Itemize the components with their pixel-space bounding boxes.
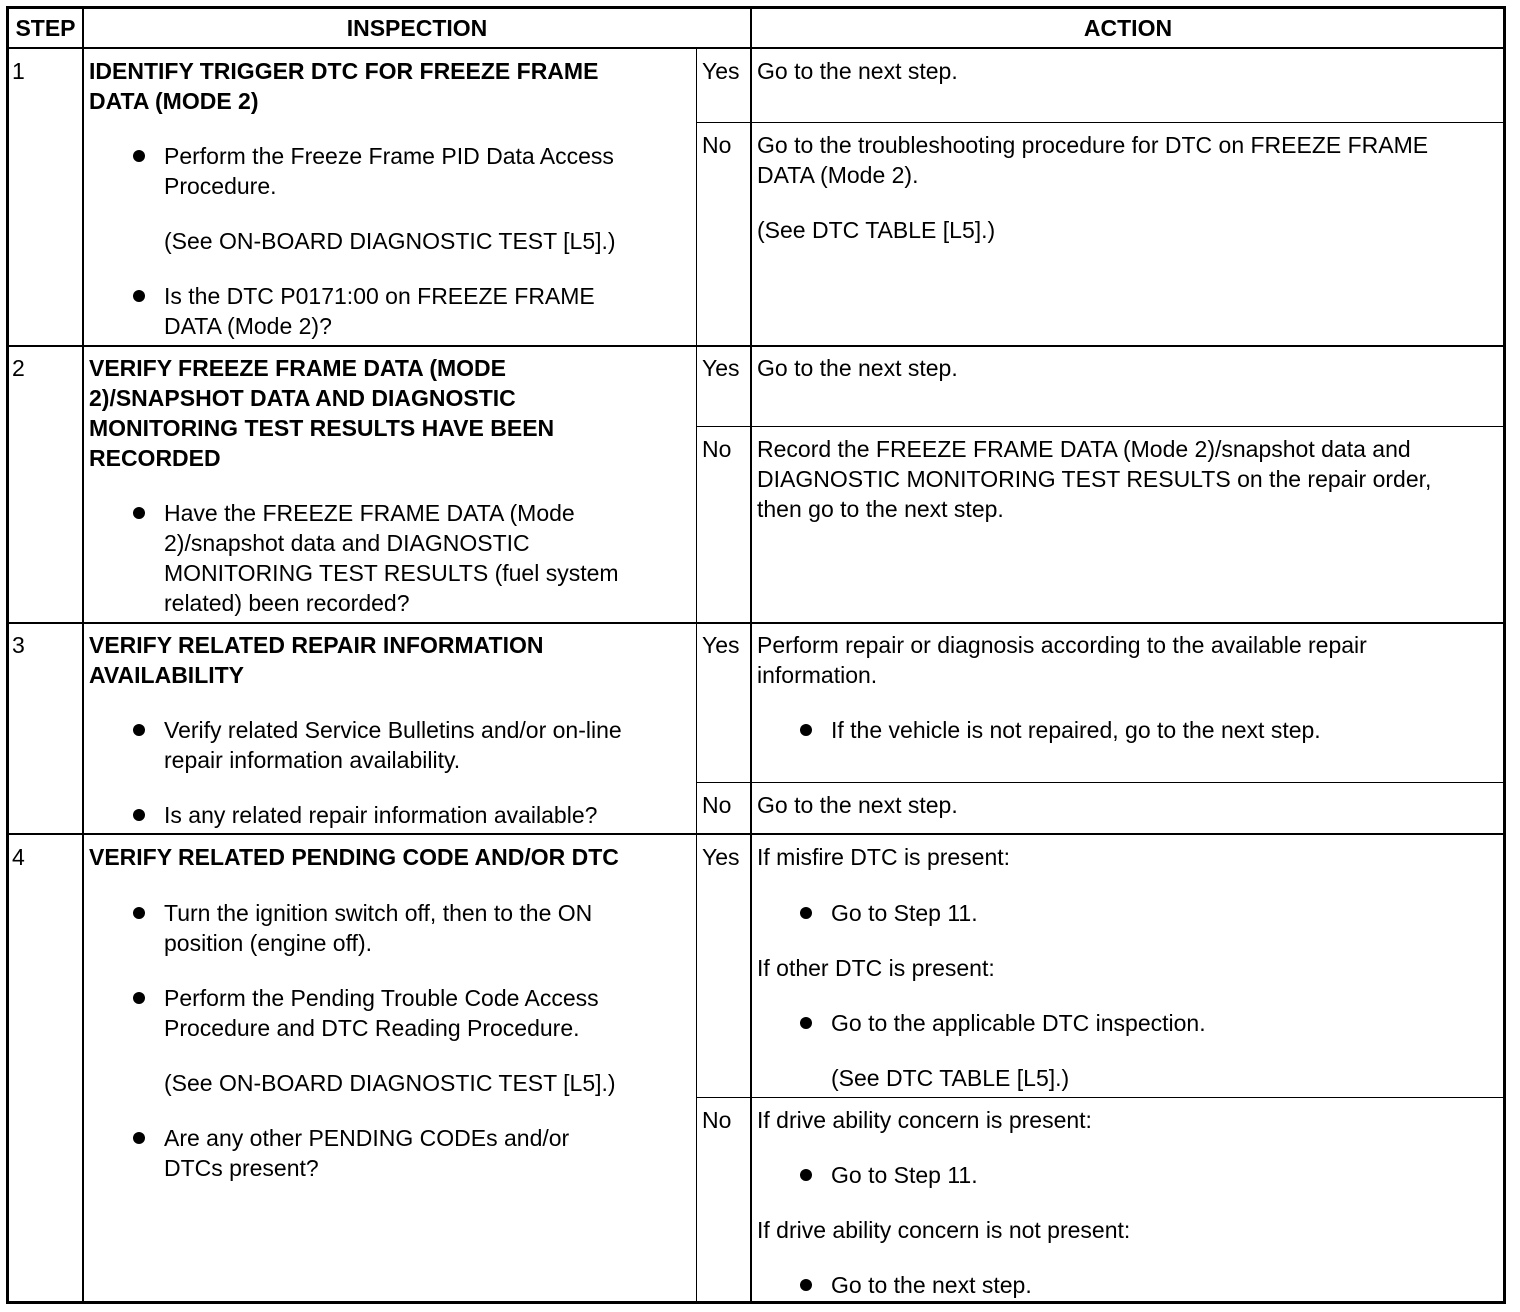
header-divider (8, 47, 1504, 49)
inspection-bullet: Is any related repair information available? (164, 802, 598, 828)
yes-label: Yes (702, 844, 740, 870)
inspection-bullet: Procedure. (164, 173, 277, 199)
bullet-icon (133, 809, 145, 821)
row-divider-3 (8, 833, 1504, 835)
no-action: If drive ability concern is present: (757, 1107, 1092, 1133)
bullet-icon (800, 907, 812, 919)
bullet-icon (133, 150, 145, 162)
no-action: If drive ability concern is not present: (757, 1217, 1131, 1243)
inspection-title: AVAILABILITY (89, 662, 245, 688)
yes-action: If misfire DTC is present: (757, 844, 1011, 870)
bullet-icon (133, 507, 145, 519)
inspection-title: MONITORING TEST RESULTS HAVE BEEN (89, 415, 555, 441)
reference-note: (See DTC TABLE [L5].) (757, 217, 996, 243)
inspection-bullet: 2)/snapshot data and DIAGNOSTIC (164, 530, 530, 556)
bullet-icon (133, 1132, 145, 1144)
no-action: Go to the next step. (757, 792, 958, 818)
inspection-bullet: Perform the Freeze Frame PID Data Access (164, 143, 614, 169)
yes-action: If other DTC is present: (757, 955, 995, 981)
inspection-title: RECORDED (89, 445, 221, 471)
inspection-bullet: Perform the Pending Trouble Code Access (164, 985, 599, 1011)
inspection-bullet: DATA (Mode 2)? (164, 313, 332, 339)
bullet-icon (800, 1017, 812, 1029)
yes-no-divider-4 (697, 1097, 1504, 1098)
header-step: STEP (15, 15, 76, 41)
bullet-icon (133, 724, 145, 736)
inspection-title: 2)/SNAPSHOT DATA AND DIAGNOSTIC (89, 385, 516, 411)
row-divider-1 (8, 345, 1504, 347)
inspection-bullet: position (engine off). (164, 930, 372, 956)
no-label: No (702, 132, 732, 158)
inspection-bullet: MONITORING TEST RESULTS (fuel system (164, 560, 619, 586)
inspection-title: VERIFY RELATED REPAIR INFORMATION (89, 632, 544, 658)
column-divider-step (82, 8, 84, 1303)
no-action: then go to the next step. (757, 496, 1004, 522)
no-action: Record the FREEZE FRAME DATA (Mode 2)/snapshot data and (757, 436, 1411, 462)
inspection-title: DATA (MODE 2) (89, 88, 259, 114)
header-action: ACTION (1083, 15, 1173, 41)
yes-action: Perform repair or diagnosis according to the available repair (757, 632, 1367, 658)
yes-label: Yes (702, 58, 740, 84)
inspection-title: VERIFY RELATED PENDING CODE AND/OR DTC (89, 844, 619, 870)
inspection-bullet: related) been recorded? (164, 590, 410, 616)
yes-action: Go to the next step. (757, 58, 958, 84)
row-divider-2 (8, 622, 1504, 624)
inspection-title: VERIFY FREEZE FRAME DATA (MODE (89, 355, 506, 381)
bullet-icon (800, 1279, 812, 1291)
no-action: DIAGNOSTIC MONITORING TEST RESULTS on the repair order, (757, 466, 1432, 492)
yes-action: Go to the next step. (757, 355, 958, 381)
yes-action: information. (757, 662, 878, 688)
reference-note: (See ON-BOARD DIAGNOSTIC TEST [L5].) (164, 228, 616, 254)
inspection-bullet: Have the FREEZE FRAME DATA (Mode (164, 500, 575, 526)
step-number: 3 (12, 632, 25, 658)
inspection-bullet: repair information availability. (164, 747, 461, 773)
yes-no-divider-2 (697, 426, 1504, 427)
header-inspection: INSPECTION (346, 15, 488, 41)
inspection-bullet: Procedure and DTC Reading Procedure. (164, 1015, 580, 1041)
bullet-icon (133, 907, 145, 919)
inspection-bullet: Are any other PENDING CODEs and/or (164, 1125, 570, 1151)
no-label: No (702, 792, 732, 818)
inspection-title: IDENTIFY TRIGGER DTC FOR FREEZE FRAME (89, 58, 599, 84)
action-bullet: Go to the next step. (831, 1272, 1032, 1298)
no-action: DATA (Mode 2). (757, 162, 919, 188)
yes-label: Yes (702, 355, 740, 381)
reference-note: (See DTC TABLE [L5].) (831, 1065, 1070, 1091)
inspection-bullet: Verify related Service Bulletins and/or on-line (164, 717, 622, 743)
bullet-icon (800, 724, 812, 736)
step-number: 2 (12, 355, 25, 381)
inspection-bullet: Is the DTC P0171:00 on FREEZE FRAME (164, 283, 595, 309)
inspection-bullet: Turn the ignition switch off, then to the ON (164, 900, 593, 926)
step-number: 4 (12, 844, 25, 870)
bullet-icon (800, 1169, 812, 1181)
no-action: Go to the troubleshooting procedure for DTC on FREEZE FRAME (757, 132, 1429, 158)
action-bullet: Go to Step 11. (831, 1162, 978, 1188)
yes-label: Yes (702, 632, 740, 658)
action-bullet: If the vehicle is not repaired, go to the next step. (831, 717, 1321, 743)
bullet-icon (133, 290, 145, 302)
reference-note: (See ON-BOARD DIAGNOSTIC TEST [L5].) (164, 1070, 616, 1096)
no-label: No (702, 436, 732, 462)
column-divider-yesno (696, 48, 697, 1303)
step-number: 1 (12, 58, 25, 84)
yes-no-divider-3 (697, 782, 1504, 783)
bullet-icon (133, 992, 145, 1004)
inspection-bullet: DTCs present? (164, 1155, 319, 1181)
action-bullet: Go to Step 11. (831, 900, 978, 926)
no-label: No (702, 1107, 732, 1133)
action-bullet: Go to the applicable DTC inspection. (831, 1010, 1206, 1036)
yes-no-divider-1 (697, 122, 1504, 123)
column-divider-action (750, 8, 752, 1303)
